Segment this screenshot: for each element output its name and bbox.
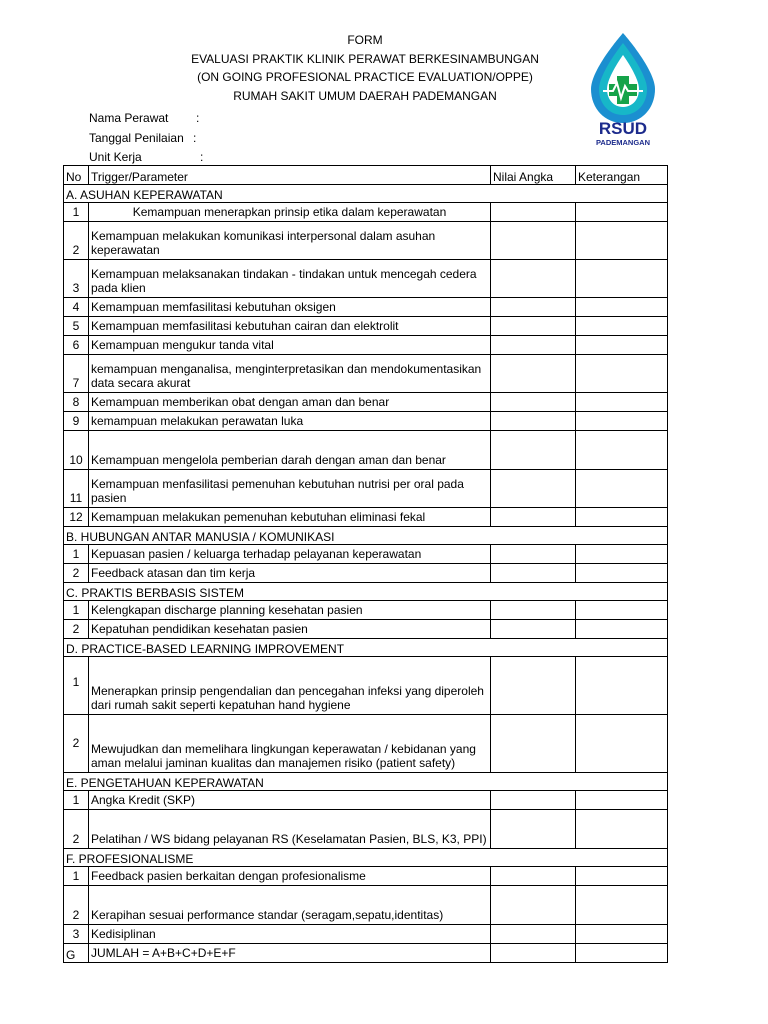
row-parameter: Kepatuhan pendidikan kesehatan pasien	[89, 620, 491, 639]
row-no: 2	[64, 810, 89, 849]
field-label: Unit Kerja	[89, 150, 142, 164]
table-row	[64, 508, 668, 527]
table-row	[64, 810, 668, 849]
section-c-title: C. PRAKTIS BERBASIS SISTEM	[64, 583, 668, 601]
table-row	[64, 222, 668, 260]
nilai-angka-cell[interactable]	[491, 791, 576, 810]
nilai-angka-total-cell[interactable]	[491, 944, 576, 963]
keterangan-cell[interactable]	[576, 810, 668, 849]
row-parameter: Pelatihan / WS bidang pelayanan RS (Keselamatan Pasien, BLS, K3, PPI)	[89, 810, 491, 849]
row-no: 2	[64, 715, 89, 773]
keterangan-total-cell[interactable]	[576, 944, 668, 963]
row-no: 2	[64, 620, 89, 639]
table-row	[64, 317, 668, 336]
row-parameter: Kemampuan memfasilitasi kebutuhan oksigen	[89, 298, 491, 317]
table-row	[64, 298, 668, 317]
field-colon: :	[200, 150, 204, 164]
row-parameter: Kemampuan melaksanakan tindakan - tindakan untuk mencegah cedera pada klien	[89, 260, 491, 298]
header-nilai-angka: Nilai Angka	[491, 166, 576, 185]
form-header	[150, 31, 580, 105]
table-row	[64, 470, 668, 508]
row-no: 5	[64, 317, 89, 336]
keterangan-cell[interactable]	[576, 336, 668, 355]
nilai-angka-cell[interactable]	[491, 470, 576, 508]
table-row	[64, 412, 668, 431]
keterangan-cell[interactable]	[576, 317, 668, 336]
logo-text-main: RSUD	[598, 119, 648, 138]
nilai-angka-cell[interactable]	[491, 355, 576, 393]
row-parameter: Kemampuan memberikan obat dengan aman dan benar	[89, 393, 491, 412]
header-line-form: FORM	[347, 33, 383, 47]
keterangan-cell[interactable]	[576, 222, 668, 260]
keterangan-cell[interactable]	[576, 545, 668, 564]
nilai-angka-cell[interactable]	[491, 601, 576, 620]
row-parameter: Feedback atasan dan tim kerja	[89, 564, 491, 583]
row-parameter: Kemampuan melakukan pemenuhan kebutuhan eliminasi fekal	[89, 508, 491, 527]
row-parameter: Kemampuan melakukan komunikasi interpersonal dalam asuhan keperawatan	[89, 222, 491, 260]
table-row	[64, 715, 668, 773]
row-parameter: Kemampuan menfasilitasi pemenuhan kebutuhan nutrisi per oral pada pasien	[89, 470, 491, 508]
keterangan-cell[interactable]	[576, 867, 668, 886]
nilai-angka-cell[interactable]	[491, 508, 576, 527]
row-parameter: Kepuasan pasien / keluarga terhadap pelayanan keperawatan	[89, 545, 491, 564]
header-parameter: Trigger/Parameter	[89, 166, 491, 185]
row-no: 3	[64, 260, 89, 298]
nilai-angka-cell[interactable]	[491, 431, 576, 470]
identity-fields	[89, 109, 204, 168]
row-parameter: Kedisiplinan	[89, 925, 491, 944]
nilai-angka-cell[interactable]	[491, 564, 576, 583]
table-row	[64, 431, 668, 470]
table-row	[64, 564, 668, 583]
row-no: 1	[64, 657, 89, 715]
keterangan-cell[interactable]	[576, 203, 668, 222]
table-row	[64, 545, 668, 564]
row-parameter: Kemampuan menerapkan prinsip etika dalam keperawatan	[89, 203, 491, 222]
row-parameter: Kemampuan mengukur tanda vital	[89, 336, 491, 355]
keterangan-cell[interactable]	[576, 393, 668, 412]
keterangan-cell[interactable]	[576, 925, 668, 944]
section-f-title: F. PROFESIONALISME	[64, 849, 668, 867]
keterangan-cell[interactable]	[576, 298, 668, 317]
row-no: 1	[64, 601, 89, 620]
section-a-title: A. ASUHAN KEPERAWATAN	[64, 185, 668, 203]
nilai-angka-cell[interactable]	[491, 412, 576, 431]
header-no: No	[64, 166, 89, 185]
table-row	[64, 393, 668, 412]
total-formula: JUMLAH = A+B+C+D+E+F	[89, 944, 491, 963]
row-no: 2	[64, 564, 89, 583]
row-parameter: Kemampuan memfasilitasi kebutuhan cairan dan elektrolit	[89, 317, 491, 336]
nilai-angka-cell[interactable]	[491, 715, 576, 773]
row-no: 1	[64, 867, 89, 886]
nilai-angka-cell[interactable]	[491, 867, 576, 886]
row-no: 10	[64, 431, 89, 470]
keterangan-cell[interactable]	[576, 715, 668, 773]
row-parameter: kemampuan menganalisa, menginterpretasikan dan mendokumentasikan data secara akurat	[89, 355, 491, 393]
table-row	[64, 355, 668, 393]
field-nama-perawat	[89, 109, 200, 129]
row-no: 9	[64, 412, 89, 431]
keterangan-cell[interactable]	[576, 412, 668, 431]
evaluation-table	[63, 165, 668, 963]
total-no: G	[64, 944, 89, 963]
table-row	[64, 867, 668, 886]
field-colon: :	[193, 130, 197, 145]
nilai-angka-cell[interactable]	[491, 810, 576, 849]
nilai-angka-cell[interactable]	[491, 545, 576, 564]
keterangan-cell[interactable]	[576, 564, 668, 583]
section-e-title: E. PENGETAHUAN KEPERAWATAN	[64, 773, 668, 791]
section-d-title: D. PRACTICE-BASED LEARNING IMPROVEMENT	[64, 639, 668, 657]
row-no: 11	[64, 470, 89, 508]
row-parameter: Feedback pasien berkaitan dengan profesionalisme	[89, 867, 491, 886]
nilai-angka-cell[interactable]	[491, 298, 576, 317]
keterangan-cell[interactable]	[576, 508, 668, 527]
table-row	[64, 336, 668, 355]
total-row	[64, 944, 668, 963]
field-label: Tanggal Penilaian	[89, 130, 184, 145]
header-line-subtitle: (ON GOING PROFESIONAL PRACTICE EVALUATION/OPPE)	[197, 70, 533, 84]
row-no: 2	[64, 886, 89, 925]
keterangan-cell[interactable]	[576, 470, 668, 508]
table-row	[64, 620, 668, 639]
row-no: 4	[64, 298, 89, 317]
row-no: 7	[64, 355, 89, 393]
row-parameter: Angka Kredit (SKP)	[89, 791, 491, 810]
nilai-angka-cell[interactable]	[491, 657, 576, 715]
row-no: 6	[64, 336, 89, 355]
row-no: 1	[64, 791, 89, 810]
header-keterangan: Keterangan	[576, 166, 668, 185]
table-row	[64, 203, 668, 222]
row-no: 8	[64, 393, 89, 412]
nilai-angka-cell[interactable]	[491, 620, 576, 639]
table-row	[64, 260, 668, 298]
keterangan-cell[interactable]	[576, 657, 668, 715]
table-header-row	[64, 166, 668, 185]
row-parameter: kemampuan melakukan perawatan luka	[89, 412, 491, 431]
nilai-angka-cell[interactable]	[491, 222, 576, 260]
keterangan-cell[interactable]	[576, 601, 668, 620]
row-no: 3	[64, 925, 89, 944]
table-row	[64, 886, 668, 925]
keterangan-cell[interactable]	[576, 431, 668, 470]
nilai-angka-cell[interactable]	[491, 203, 576, 222]
logo-text-sub: PADEMANGAN	[595, 138, 651, 147]
rsud-logo	[583, 31, 663, 151]
row-no: 2	[64, 222, 89, 260]
row-parameter: Kelengkapan discharge planning kesehatan pasien	[89, 601, 491, 620]
field-colon: :	[196, 111, 200, 125]
nilai-angka-cell[interactable]	[491, 317, 576, 336]
table-row	[64, 925, 668, 944]
table-row	[64, 791, 668, 810]
keterangan-cell[interactable]	[576, 791, 668, 810]
table-row	[64, 657, 668, 715]
header-line-hospital: RUMAH SAKIT UMUM DAERAH PADEMANGAN	[233, 88, 497, 103]
field-label: Nama Perawat	[89, 111, 169, 125]
keterangan-cell[interactable]	[576, 260, 668, 298]
nilai-angka-cell[interactable]	[491, 260, 576, 298]
keterangan-cell[interactable]	[576, 620, 668, 639]
nilai-angka-cell[interactable]	[491, 886, 576, 925]
row-parameter: Menerapkan prinsip pengendalian dan pencegahan infeksi yang diperoleh dari rumah sakit seperti kepatuhan hand hygiene	[89, 657, 491, 715]
row-parameter: Kemampuan mengelola pemberian darah dengan aman dan benar	[89, 431, 491, 470]
header-line-title: EVALUASI PRAKTIK KLINIK PERAWAT BERKESINAMBUNGAN	[191, 51, 539, 66]
row-parameter: Kerapihan sesuai performance standar (seragam,sepatu,identitas)	[89, 886, 491, 925]
nilai-angka-cell[interactable]	[491, 336, 576, 355]
row-no: 1	[64, 545, 89, 564]
nilai-angka-cell[interactable]	[491, 393, 576, 412]
section-b-title: B. HUBUNGAN ANTAR MANUSIA / KOMUNIKASI	[64, 527, 668, 545]
row-no: 12	[64, 508, 89, 527]
nilai-angka-cell[interactable]	[491, 925, 576, 944]
row-no: 1	[64, 203, 89, 222]
row-parameter: Mewujudkan dan memelihara lingkungan keperawatan / kebidanan yang aman melalui jaminan kualitas dan manajemen risiko (patient safety)	[89, 715, 491, 773]
table-row	[64, 601, 668, 620]
field-tanggal-penilaian	[89, 129, 197, 149]
keterangan-cell[interactable]	[576, 886, 668, 925]
keterangan-cell[interactable]	[576, 355, 668, 393]
